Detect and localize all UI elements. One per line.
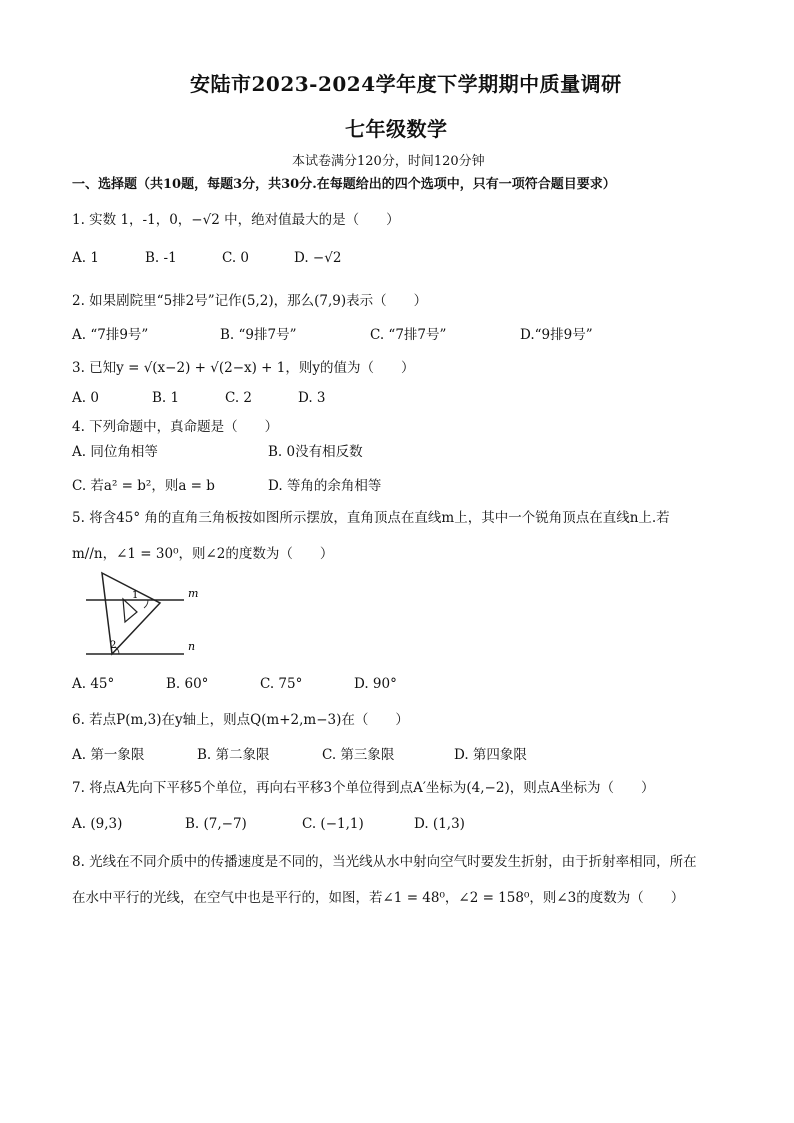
question-stem: 1. 实数 1，-1，0，−√2 中，绝对值最大的是（ ）	[72, 212, 400, 228]
option-c[interactable]: C. 75°	[260, 676, 303, 692]
option-c[interactable]: C. 0	[222, 250, 250, 266]
option-b[interactable]: B. 1	[152, 390, 180, 406]
options-row	[0, 323, 794, 343]
question-stem: 8. 光线在不同介质中的传播速度是不同的，当光线从水中射向空气时要发生折射，由于折射率相同，所在	[72, 854, 697, 870]
set-square-inner	[123, 599, 137, 622]
question-stem: 2. 如果剧院里“5排2号”记作(5,2)，那么(7,9)表示（ ）	[72, 293, 428, 309]
option-a[interactable]: A. 0	[72, 390, 99, 406]
option-d[interactable]: D. 第四象限	[454, 747, 527, 763]
option-a[interactable]: A. 45°	[72, 676, 115, 692]
option-b[interactable]: B. (7,−7)	[185, 816, 247, 832]
option-b[interactable]: B. 0没有相反数	[268, 444, 363, 460]
label-2: 2	[110, 640, 117, 651]
option-a[interactable]: A. 第一象限	[72, 747, 145, 763]
option-d[interactable]: D. 90°	[354, 676, 397, 692]
option-c[interactable]: C. 2	[225, 390, 253, 406]
question-stem: 6. 若点P(m,3)在y轴上，则点Q(m+2,m−3)在（ ）	[72, 712, 409, 728]
options-row	[0, 390, 794, 410]
option-c[interactable]: C. 第三象限	[322, 747, 395, 763]
triangle-parallel-lines-figure	[72, 570, 214, 666]
options-row	[0, 676, 794, 696]
exam-subtitle: 七年级数学	[345, 117, 448, 141]
options-row	[0, 440, 794, 460]
option-a[interactable]: A. 1	[72, 250, 99, 266]
option-d[interactable]: D. −√2	[294, 250, 342, 266]
exam-title: 安陆市2023-2024学年度下学期期中质量调研	[190, 72, 622, 96]
question-stem: 3. 已知y = √(x−2) + √(2−x) + 1，则y的值为（ ）	[72, 360, 415, 376]
option-c[interactable]: C. 若a² = b²，则a = b	[72, 478, 215, 494]
option-a[interactable]: A. 同位角相等	[72, 444, 158, 460]
option-a[interactable]: A. “7排9号”	[72, 327, 149, 343]
exam-meta: 本试卷满分120分，时间120分钟	[292, 154, 485, 169]
option-d[interactable]: D. 3	[298, 390, 326, 406]
option-c[interactable]: C. (−1,1)	[302, 816, 364, 832]
options-row	[0, 250, 794, 270]
label-m: m	[188, 587, 199, 600]
option-d[interactable]: D. 等角的余角相等	[268, 478, 382, 494]
option-b[interactable]: B. 第二象限	[197, 747, 270, 763]
option-d[interactable]: D.“9排9号”	[520, 327, 593, 343]
options-row	[0, 743, 794, 763]
option-a[interactable]: A. (9,3)	[72, 816, 123, 832]
question-stem-cont: m//n，∠1 = 30⁰，则∠2的度数为（ ）	[72, 546, 334, 562]
question-stem: 7. 将点A先向下平移5个单位，再向右平移3个单位得到点A′坐标为(4,−2)，则点A坐标为（ ）	[72, 780, 655, 796]
question-stem: 5. 将含45° 角的直角三角板按如图所示摆放，直角顶点在直线m上，其中一个锐角顶点在直线n上.若	[72, 510, 670, 526]
option-b[interactable]: B. 60°	[166, 676, 209, 692]
label-n: n	[188, 640, 196, 653]
options-row	[0, 474, 794, 494]
option-b[interactable]: B. “9排7号”	[220, 327, 297, 343]
question-stem: 4. 下列命题中，真命题是（ ）	[72, 419, 279, 435]
option-c[interactable]: C. “7排7号”	[370, 327, 447, 343]
options-row	[0, 816, 794, 836]
angle-1-arc	[144, 600, 148, 608]
option-b[interactable]: B. -1	[145, 250, 177, 266]
option-d[interactable]: D. (1,3)	[414, 816, 465, 832]
question-stem-cont: 在水中平行的光线，在空气中也是平行的，如图，若∠1 = 48⁰，∠2 = 158⁰，则∠3的度数为（ ）	[72, 890, 685, 906]
section-heading: 一、选择题（共10题，每题3分，共30分.在每题给出的四个选项中，只有一项符合题目要求）	[72, 177, 616, 192]
label-1: 1	[132, 590, 139, 601]
